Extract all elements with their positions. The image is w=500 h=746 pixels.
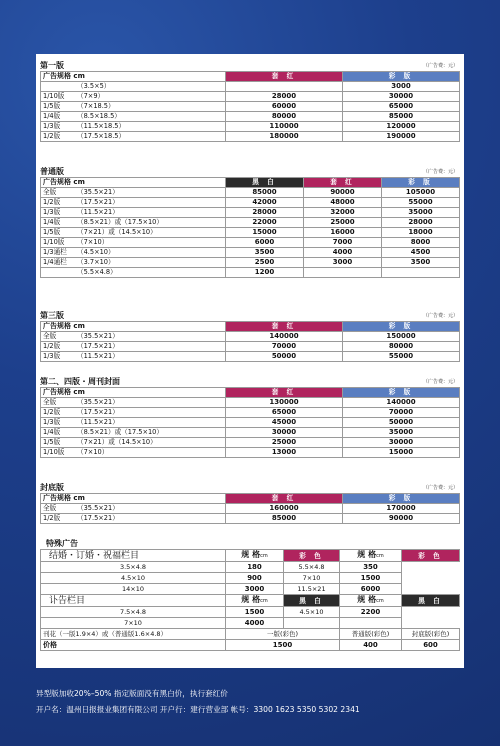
size-dims: （17.5×21） [77,342,119,350]
price-cell [382,268,460,278]
spec-header: 广告规格 cm [41,388,226,398]
size-name: 全版 [43,504,57,512]
price-cell: 3500 [382,258,460,268]
size-name: 1/3通栏 [43,248,67,256]
special-size: 5.5×4.8 [284,562,340,573]
col-caiban: 彩 版 [343,494,460,504]
price-cell: 4500 [382,248,460,258]
table-row [41,238,460,248]
price-cell: 28000 [226,208,304,218]
fee-unit: （广告费：元） [422,63,458,69]
table-row [41,208,460,218]
size-dims: （7×10） [77,448,109,456]
price-cell: 30000 [343,92,460,102]
size-dims: （35.5×21） [77,332,119,340]
col-taohong: 套 红 [226,72,343,82]
spec-cell [41,208,226,218]
wedding-label: 结婚・订婚・祝福栏目 [41,550,226,562]
size-name: 1/3版 [43,418,61,426]
table-row [41,132,460,142]
spec-cell [41,342,226,352]
kanhua-price-2: 400 [340,640,402,651]
size-name: 1/3版 [43,122,61,130]
price-cell: 15000 [226,228,304,238]
price-cell: 45000 [226,418,343,428]
table-row [41,112,460,122]
table-row [41,102,460,112]
price-cell: 28000 [382,218,460,228]
special-size: 7.5×4.8 [41,607,226,618]
table-row [41,584,460,595]
spec-label: 规 格cm [226,550,284,562]
special-size: 14×10 [41,584,226,595]
col-caise: 彩 色 [284,550,340,562]
size-dims: （7×21）或（14.5×10） [77,228,157,236]
price-cell: 120000 [343,122,460,132]
size-name: 全版 [43,188,57,196]
kanhua-label: 刊花（一版1.9×4）或（普通版1.6×4.8） [41,629,226,640]
spec-cell [41,238,226,248]
price-cell: 25000 [226,438,343,448]
size-dims: （3.7×10） [77,258,115,266]
price-cell: 65000 [226,408,343,418]
fee-unit: （广告费：元） [422,313,458,319]
special-price: 6000 [340,584,402,595]
table-row [41,607,460,618]
col-taohong: 套 红 [226,388,343,398]
special-size: 3.5×4.8 [41,562,226,573]
table-row [41,618,460,629]
section-title: 普通版 [40,167,64,176]
price-cell: 70000 [226,342,343,352]
price-cell: 28000 [226,92,343,102]
table-row [41,562,460,573]
price-cell: 25000 [304,218,382,228]
size-name: 1/5版 [43,438,61,446]
price-cell: 190000 [343,132,460,142]
table-row [41,418,460,428]
size-dims: （8.5×18.5） [77,112,121,120]
spec-cell [41,514,226,524]
section-title: 封底版 [40,483,64,492]
size-name: 1/2版 [43,408,61,416]
spec-cell [41,102,226,112]
spec-label: 规 格cm [340,595,402,607]
spec-cell [41,82,226,92]
col-caiban: 彩 版 [382,178,460,188]
price-cell: 140000 [226,332,343,342]
special-size: 4.5×10 [41,573,226,584]
size-name: 1/5版 [43,228,61,236]
special-size: 7×10 [41,618,226,629]
spec-cell [41,504,226,514]
special-price: 1500 [340,573,402,584]
kanhua-price-3: 600 [402,640,460,651]
price-cell: 105000 [382,188,460,198]
spec-cell [41,228,226,238]
price-cell: 2500 [226,258,304,268]
special-size: 7×10 [284,573,340,584]
section-regular [40,166,460,278]
price-cell: 55000 [382,198,460,208]
size-dims: （17.5×21） [77,514,119,522]
size-name: 1/2版 [43,514,61,522]
spec-cell [41,332,226,342]
spec-cell [41,198,226,208]
col-heibai: 黑 白 [226,178,304,188]
special-size: 4.5×10 [284,607,340,618]
price-cell: 1200 [226,268,304,278]
price-cell: 60000 [226,102,343,112]
spec-cell [41,122,226,132]
price-cell: 180000 [226,132,343,142]
size-dims: （8.5×21）或（17.5×10） [77,428,163,436]
col-taohong: 套 红 [226,494,343,504]
col-heibai: 黑 白 [284,595,340,607]
spec-cell [41,398,226,408]
size-name: 1/4版 [43,428,61,436]
price-cell: 48000 [304,198,382,208]
col-taohong: 套 红 [304,178,382,188]
price-cell: 85000 [226,188,304,198]
special-price: 180 [226,562,284,573]
spec-header: 广告规格 cm [41,178,226,188]
price-cell: 170000 [343,504,460,514]
price-table [40,493,460,524]
table-row [41,398,460,408]
spec-cell [41,188,226,198]
table-row [41,352,460,362]
special-price: 350 [340,562,402,573]
size-name: 1/4通栏 [43,258,67,266]
price-cell: 50000 [343,418,460,428]
spec-cell [41,112,226,122]
kanhua-price-1: 1500 [226,640,340,651]
size-name: 全版 [43,332,57,340]
col-caise: 彩 色 [402,550,460,562]
size-name: 1/5版 [43,102,61,110]
size-name: 1/3版 [43,208,61,216]
size-name: 1/10版 [43,238,65,246]
price-cell: 80000 [343,342,460,352]
fee-unit: （广告费：元） [422,169,458,175]
price-cell [304,268,382,278]
section-title: 第三版 [40,311,64,320]
price-cell [226,82,343,92]
size-dims: （8.5×21）或（17.5×10） [77,218,163,226]
size-dims: （35.5×21） [77,398,119,406]
col-caiban: 彩 版 [343,388,460,398]
size-name: 1/10版 [43,92,65,100]
table-row [41,342,460,352]
price-cell: 42000 [226,198,304,208]
price-cell: 32000 [304,208,382,218]
spec-cell [41,408,226,418]
price-table [40,387,460,458]
size-name: 1/10版 [43,448,65,456]
price-cell: 35000 [382,208,460,218]
special-price: 1500 [226,607,284,618]
kanhua-col-1: 一版(彩色) [226,629,340,640]
price-cell: 85000 [343,112,460,122]
price-label: 价格 [41,640,226,651]
price-cell: 110000 [226,122,343,132]
price-cell: 15000 [343,448,460,458]
table-row [41,198,460,208]
table-row [41,228,460,238]
table-row [41,573,460,584]
section-back-cover [40,482,460,524]
spec-header: 广告规格 cm [41,494,226,504]
table-row [41,218,460,228]
price-cell: 3000 [343,82,460,92]
col-caiban: 彩 版 [343,72,460,82]
price-cell: 70000 [343,408,460,418]
section-title: 第一版 [40,61,64,70]
size-dims: （17.5×18.5） [77,132,126,140]
empty-cell [284,618,340,629]
fee-unit: （广告费：元） [422,485,458,491]
table-row [41,92,460,102]
spec-cell [41,268,226,278]
price-cell: 6000 [226,238,304,248]
table-row [41,332,460,342]
size-dims: （7×10） [77,238,109,246]
table-row [41,408,460,418]
table-row [41,438,460,448]
size-dims: （7×21）或（14.5×10） [77,438,157,446]
size-dims: （7×9） [77,92,105,100]
obituary-label: 讣告栏目 [41,595,226,607]
section-page-two-four [40,376,460,458]
size-name: 1/4版 [43,112,61,120]
special-size: 11.5×21 [284,584,340,595]
price-cell: 50000 [226,352,343,362]
size-name: 全版 [43,398,57,406]
special-price: 4000 [226,618,284,629]
price-cell: 65000 [343,102,460,112]
section-title: 第二、四版・周刊封面 [40,377,120,386]
size-dims: （35.5×21） [77,188,119,196]
price-cell: 80000 [226,112,343,122]
price-cell: 7000 [304,238,382,248]
price-cell: 30000 [226,428,343,438]
size-dims: （5.5×4.8） [77,268,117,276]
size-dims: （7×18.5） [77,102,115,110]
price-cell: 35000 [343,428,460,438]
price-cell: 160000 [226,504,343,514]
price-table [40,321,460,362]
spec-cell [41,438,226,448]
price-cell: 3500 [226,248,304,258]
special-price: 900 [226,573,284,584]
table-row [41,268,460,278]
kanhua-col-3: 封底版(彩色) [402,629,460,640]
section-title: 特殊广告 [46,539,78,548]
price-cell: 16000 [304,228,382,238]
size-dims: （17.5×21） [77,408,119,416]
spec-cell [41,448,226,458]
spec-cell [41,258,226,268]
size-dims: （17.5×21） [77,198,119,206]
size-dims: （35.5×21） [77,504,119,512]
size-dims: （11.5×18.5） [77,122,126,130]
size-dims: （4.5×10） [77,248,115,256]
price-cell: 85000 [226,514,343,524]
section-page-three [40,310,460,362]
price-cell: 13000 [226,448,343,458]
special-price: 3000 [226,584,284,595]
price-cell: 140000 [343,398,460,408]
size-dims: （11.5×21） [77,208,119,216]
spec-cell [41,132,226,142]
col-heibai: 黑 白 [402,595,460,607]
table-row [41,448,460,458]
size-dims: （11.5×21） [77,418,119,426]
section-special [40,538,460,651]
special-table [40,549,460,651]
price-table [40,177,460,278]
spec-cell [41,352,226,362]
spec-label: 规 格cm [226,595,284,607]
spec-label: 规 格cm [340,550,402,562]
fee-unit: （广告费：元） [422,379,458,385]
special-price: 2200 [340,607,402,618]
spec-cell [41,92,226,102]
table-row [41,82,460,92]
size-name: 1/3版 [43,352,61,360]
size-name: 1/2版 [43,342,61,350]
table-row [41,248,460,258]
table-row [41,188,460,198]
empty-cell [340,618,402,629]
price-cell: 22000 [226,218,304,228]
price-cell: 18000 [382,228,460,238]
spec-header: 广告规格 cm [41,72,226,82]
price-cell: 4000 [304,248,382,258]
price-cell: 90000 [343,514,460,524]
spec-cell [41,218,226,228]
table-row [41,122,460,132]
section-page-one [40,60,460,142]
price-cell: 150000 [343,332,460,342]
size-name: 1/4版 [43,218,61,226]
spec-cell [41,248,226,258]
table-row [41,504,460,514]
table-row [41,514,460,524]
kanhua-col-2: 普通版(彩色) [340,629,402,640]
surcharge-note: 异型版加收20%–50% 指定版面没有黑白价，执行套红价 [36,689,228,698]
price-sheet [36,54,464,668]
account-info: 开户名：温州日报报业集团有限公司 开户行：建行营业部 帐号：3300 1623 5350 5302 2341 [36,705,360,714]
price-cell: 55000 [343,352,460,362]
price-table [40,71,460,142]
price-cell: 3000 [304,258,382,268]
price-cell: 90000 [304,188,382,198]
price-cell: 8000 [382,238,460,248]
size-dims: （3.5×5） [77,82,111,90]
col-taohong: 套 红 [226,322,343,332]
size-name: 1/2版 [43,132,61,140]
size-dims: （11.5×21） [77,352,119,360]
spec-cell [41,418,226,428]
col-caiban: 彩 版 [343,322,460,332]
price-cell: 30000 [343,438,460,448]
price-cell: 130000 [226,398,343,408]
table-row [41,258,460,268]
table-row [41,428,460,438]
size-name: 1/2版 [43,198,61,206]
spec-cell [41,428,226,438]
spec-header: 广告规格 cm [41,322,226,332]
